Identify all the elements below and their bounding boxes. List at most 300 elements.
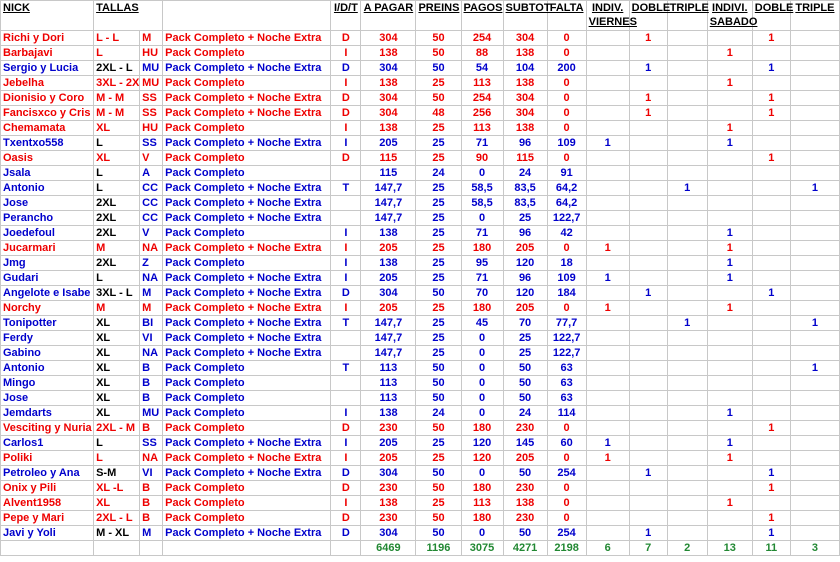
- code-cell[interactable]: SS: [140, 106, 163, 121]
- triple-sabado-cell[interactable]: [790, 376, 839, 391]
- doble-sabado-cell[interactable]: [752, 301, 790, 316]
- pagos-cell[interactable]: 71: [461, 226, 503, 241]
- empty-total-cell[interactable]: [140, 541, 163, 556]
- indiv-sabado-cell[interactable]: 1: [707, 256, 752, 271]
- code-cell[interactable]: NA: [140, 346, 163, 361]
- header-tallas[interactable]: TALLAS: [94, 1, 163, 31]
- triple-viernes-cell[interactable]: [667, 271, 707, 286]
- triple-sabado-cell[interactable]: 1: [790, 316, 839, 331]
- falta-cell[interactable]: 18: [547, 256, 586, 271]
- apagar-cell[interactable]: 304: [361, 526, 416, 541]
- idt-cell[interactable]: [331, 196, 361, 211]
- indiv-sabado-cell[interactable]: 1: [707, 226, 752, 241]
- subtot-cell[interactable]: 96: [503, 136, 547, 151]
- indiv-viernes-cell[interactable]: [586, 421, 629, 436]
- talla-cell[interactable]: 3XL - L: [94, 286, 140, 301]
- doble-viernes-cell[interactable]: [629, 406, 667, 421]
- pagos-cell[interactable]: 254: [461, 91, 503, 106]
- indiv-viernes-cell[interactable]: 1: [586, 301, 629, 316]
- talla-cell[interactable]: XL: [94, 406, 140, 421]
- falta-cell[interactable]: 91: [547, 166, 586, 181]
- nick-cell[interactable]: Perancho: [1, 211, 94, 226]
- triple-viernes-cell[interactable]: [667, 151, 707, 166]
- indiv-viernes-cell[interactable]: [586, 166, 629, 181]
- triple-viernes-cell[interactable]: 1: [667, 316, 707, 331]
- idt-cell[interactable]: I: [331, 256, 361, 271]
- triple-sabado-cell[interactable]: [790, 436, 839, 451]
- falta-cell[interactable]: 0: [547, 451, 586, 466]
- indiv-viernes-cell[interactable]: [586, 76, 629, 91]
- falta-cell[interactable]: 0: [547, 241, 586, 256]
- nick-cell[interactable]: Jucarmari: [1, 241, 94, 256]
- indiv-viernes-cell[interactable]: [586, 121, 629, 136]
- doble-viernes-cell[interactable]: 1: [629, 31, 667, 46]
- triple-sabado-cell[interactable]: [790, 286, 839, 301]
- subtot-cell[interactable]: 24: [503, 166, 547, 181]
- indiv-sabado-cell[interactable]: [707, 166, 752, 181]
- subtot-cell[interactable]: 83,5: [503, 196, 547, 211]
- indiv-viernes-cell[interactable]: [586, 511, 629, 526]
- doble-viernes-cell[interactable]: [629, 241, 667, 256]
- pack-cell[interactable]: Pack Completo + Noche Extra: [163, 31, 331, 46]
- doble-sabado-cell[interactable]: [752, 391, 790, 406]
- doble-sabado-cell[interactable]: [752, 241, 790, 256]
- doble-viernes-cell[interactable]: [629, 76, 667, 91]
- triple-sabado-cell[interactable]: [790, 271, 839, 286]
- pack-cell[interactable]: Pack Completo + Noche Extra: [163, 451, 331, 466]
- falta-cell[interactable]: 254: [547, 466, 586, 481]
- idt-cell[interactable]: D: [331, 511, 361, 526]
- idt-cell[interactable]: D: [331, 421, 361, 436]
- apagar-cell[interactable]: 304: [361, 31, 416, 46]
- nick-cell[interactable]: Barbajavi: [1, 46, 94, 61]
- subtot-cell[interactable]: 50: [503, 466, 547, 481]
- pagos-cell[interactable]: 70: [461, 286, 503, 301]
- pagos-cell[interactable]: 0: [461, 211, 503, 226]
- nick-cell[interactable]: Carlos1: [1, 436, 94, 451]
- apagar-cell[interactable]: 147,7: [361, 346, 416, 361]
- indiv-viernes-cell[interactable]: [586, 316, 629, 331]
- preins-cell[interactable]: 25: [416, 331, 461, 346]
- triple-sabado-cell[interactable]: [790, 31, 839, 46]
- preins-cell[interactable]: 50: [416, 376, 461, 391]
- idt-cell[interactable]: I: [331, 496, 361, 511]
- idt-cell[interactable]: T: [331, 181, 361, 196]
- indiv-sabado-cell[interactable]: [707, 106, 752, 121]
- nick-cell[interactable]: Tonipotter: [1, 316, 94, 331]
- code-cell[interactable]: B: [140, 421, 163, 436]
- indiv-viernes-cell[interactable]: [586, 196, 629, 211]
- idt-cell[interactable]: D: [331, 31, 361, 46]
- triple-sabado-cell[interactable]: [790, 46, 839, 61]
- pagos-cell[interactable]: 0: [461, 406, 503, 421]
- apagar-cell[interactable]: 230: [361, 511, 416, 526]
- falta-cell[interactable]: 0: [547, 481, 586, 496]
- doble-sabado-cell[interactable]: [752, 451, 790, 466]
- apagar-cell[interactable]: 147,7: [361, 196, 416, 211]
- pack-cell[interactable]: Pack Completo: [163, 166, 331, 181]
- triple-viernes-cell[interactable]: [667, 226, 707, 241]
- preins-cell[interactable]: 25: [416, 271, 461, 286]
- indiv-viernes-cell[interactable]: [586, 211, 629, 226]
- indiv-sabado-cell[interactable]: [707, 286, 752, 301]
- nick-cell[interactable]: Dionisio y Coro: [1, 91, 94, 106]
- pack-cell[interactable]: Pack Completo: [163, 256, 331, 271]
- subtot-cell[interactable]: 230: [503, 481, 547, 496]
- apagar-cell[interactable]: 138: [361, 496, 416, 511]
- doble-sabado-cell[interactable]: [752, 181, 790, 196]
- preins-cell[interactable]: 25: [416, 181, 461, 196]
- code-cell[interactable]: V: [140, 226, 163, 241]
- idt-cell[interactable]: D: [331, 151, 361, 166]
- pagos-cell[interactable]: 0: [461, 331, 503, 346]
- falta-cell[interactable]: 184: [547, 286, 586, 301]
- apagar-cell[interactable]: 205: [361, 436, 416, 451]
- doble-sabado-cell[interactable]: [752, 166, 790, 181]
- code-cell[interactable]: HU: [140, 46, 163, 61]
- triple-sabado-cell[interactable]: 1: [790, 181, 839, 196]
- preins-cell[interactable]: 50: [416, 526, 461, 541]
- indiv-sabado-cell[interactable]: [707, 511, 752, 526]
- triple-sabado-cell[interactable]: [790, 121, 839, 136]
- header-triple-sabado[interactable]: TRIPLE: [790, 1, 839, 31]
- pagos-cell[interactable]: 256: [461, 106, 503, 121]
- doble-sabado-cell[interactable]: [752, 331, 790, 346]
- idt-cell[interactable]: [331, 376, 361, 391]
- code-cell[interactable]: B: [140, 481, 163, 496]
- nick-cell[interactable]: Txentxo558: [1, 136, 94, 151]
- indiv-viernes-cell[interactable]: [586, 481, 629, 496]
- falta-cell[interactable]: 0: [547, 121, 586, 136]
- header-falta[interactable]: FALTA: [547, 1, 586, 31]
- empty-total-cell[interactable]: [1, 541, 94, 556]
- header-apagar[interactable]: A PAGAR: [361, 1, 416, 31]
- triple-viernes-cell[interactable]: [667, 391, 707, 406]
- falta-cell[interactable]: 0: [547, 496, 586, 511]
- indiv-viernes-cell[interactable]: [586, 466, 629, 481]
- talla-cell[interactable]: 2XL: [94, 256, 140, 271]
- doble-viernes-cell[interactable]: [629, 226, 667, 241]
- apagar-cell[interactable]: 138: [361, 46, 416, 61]
- triple-sabado-cell[interactable]: [790, 76, 839, 91]
- talla-cell[interactable]: XL: [94, 346, 140, 361]
- indiv-sabado-cell[interactable]: 1: [707, 121, 752, 136]
- indiv-viernes-cell[interactable]: [586, 496, 629, 511]
- triple-sabado-cell[interactable]: [790, 241, 839, 256]
- talla-cell[interactable]: 2XL: [94, 196, 140, 211]
- pagos-cell[interactable]: 88: [461, 46, 503, 61]
- talla-cell[interactable]: XL: [94, 316, 140, 331]
- pack-cell[interactable]: Pack Completo: [163, 226, 331, 241]
- falta-cell[interactable]: 0: [547, 91, 586, 106]
- idt-cell[interactable]: I: [331, 406, 361, 421]
- triple-viernes-cell[interactable]: [667, 196, 707, 211]
- pagos-cell[interactable]: 0: [461, 361, 503, 376]
- falta-cell[interactable]: 0: [547, 76, 586, 91]
- idt-cell[interactable]: D: [331, 481, 361, 496]
- subtot-cell[interactable]: 96: [503, 271, 547, 286]
- pagos-cell[interactable]: 0: [461, 166, 503, 181]
- indiv-viernes-cell[interactable]: [586, 391, 629, 406]
- talla-cell[interactable]: M: [94, 301, 140, 316]
- pack-cell[interactable]: Pack Completo: [163, 376, 331, 391]
- falta-cell[interactable]: 200: [547, 61, 586, 76]
- pagos-cell[interactable]: 0: [461, 391, 503, 406]
- indiv-viernes-cell[interactable]: [586, 91, 629, 106]
- triple-viernes-cell[interactable]: [667, 61, 707, 76]
- indiv-sabado-cell[interactable]: 1: [707, 271, 752, 286]
- code-cell[interactable]: SS: [140, 436, 163, 451]
- pagos-cell[interactable]: 113: [461, 76, 503, 91]
- apagar-cell[interactable]: 138: [361, 76, 416, 91]
- nick-cell[interactable]: Ferdy: [1, 331, 94, 346]
- talla-cell[interactable]: XL: [94, 151, 140, 166]
- apagar-cell[interactable]: 138: [361, 406, 416, 421]
- triple-sabado-cell[interactable]: [790, 346, 839, 361]
- indiv-sabado-cell[interactable]: [707, 196, 752, 211]
- apagar-cell[interactable]: 138: [361, 121, 416, 136]
- doble-sabado-cell[interactable]: [752, 361, 790, 376]
- pack-cell[interactable]: Pack Completo: [163, 361, 331, 376]
- preins-cell[interactable]: 50: [416, 46, 461, 61]
- triple-viernes-cell[interactable]: [667, 511, 707, 526]
- pagos-cell[interactable]: 0: [461, 346, 503, 361]
- triple-viernes-cell[interactable]: [667, 436, 707, 451]
- indiv-sabado-cell[interactable]: [707, 346, 752, 361]
- doble-viernes-cell[interactable]: [629, 181, 667, 196]
- pack-cell[interactable]: Pack Completo + Noche Extra: [163, 181, 331, 196]
- header-pagos[interactable]: PAGOS: [461, 1, 503, 31]
- total-ts-cell[interactable]: 3: [790, 541, 839, 556]
- triple-viernes-cell[interactable]: [667, 256, 707, 271]
- empty-total-cell[interactable]: [331, 541, 361, 556]
- triple-sabado-cell[interactable]: [790, 391, 839, 406]
- code-cell[interactable]: NA: [140, 451, 163, 466]
- preins-cell[interactable]: 25: [416, 316, 461, 331]
- indiv-viernes-cell[interactable]: [586, 376, 629, 391]
- code-cell[interactable]: CC: [140, 196, 163, 211]
- indiv-sabado-cell[interactable]: 1: [707, 301, 752, 316]
- indiv-sabado-cell[interactable]: 1: [707, 451, 752, 466]
- code-cell[interactable]: CC: [140, 181, 163, 196]
- doble-viernes-cell[interactable]: [629, 481, 667, 496]
- apagar-cell[interactable]: 205: [361, 451, 416, 466]
- triple-sabado-cell[interactable]: [790, 196, 839, 211]
- triple-viernes-cell[interactable]: [667, 361, 707, 376]
- nick-cell[interactable]: Jsala: [1, 166, 94, 181]
- falta-cell[interactable]: 0: [547, 106, 586, 121]
- triple-viernes-cell[interactable]: [667, 301, 707, 316]
- preins-cell[interactable]: 50: [416, 421, 461, 436]
- nick-cell[interactable]: Gabino: [1, 346, 94, 361]
- idt-cell[interactable]: I: [331, 121, 361, 136]
- pack-cell[interactable]: Pack Completo + Noche Extra: [163, 316, 331, 331]
- doble-sabado-cell[interactable]: [752, 436, 790, 451]
- code-cell[interactable]: MU: [140, 406, 163, 421]
- idt-cell[interactable]: [331, 331, 361, 346]
- code-cell[interactable]: VI: [140, 331, 163, 346]
- triple-viernes-cell[interactable]: [667, 106, 707, 121]
- triple-sabado-cell[interactable]: [790, 136, 839, 151]
- doble-sabado-cell[interactable]: 1: [752, 481, 790, 496]
- apagar-cell[interactable]: 205: [361, 271, 416, 286]
- subtot-cell[interactable]: 50: [503, 526, 547, 541]
- code-cell[interactable]: V: [140, 151, 163, 166]
- triple-sabado-cell[interactable]: 1: [790, 361, 839, 376]
- code-cell[interactable]: B: [140, 361, 163, 376]
- preins-cell[interactable]: 50: [416, 511, 461, 526]
- header-doble-sabado[interactable]: DOBLE: [752, 1, 790, 31]
- falta-cell[interactable]: 64,2: [547, 196, 586, 211]
- preins-cell[interactable]: 25: [416, 436, 461, 451]
- triple-viernes-cell[interactable]: [667, 46, 707, 61]
- doble-sabado-cell[interactable]: 1: [752, 91, 790, 106]
- idt-cell[interactable]: I: [331, 136, 361, 151]
- doble-viernes-cell[interactable]: [629, 331, 667, 346]
- nick-cell[interactable]: Petroleo y Ana: [1, 466, 94, 481]
- talla-cell[interactable]: XL: [94, 391, 140, 406]
- pagos-cell[interactable]: 180: [461, 301, 503, 316]
- nick-cell[interactable]: Jose: [1, 196, 94, 211]
- pack-cell[interactable]: Pack Completo + Noche Extra: [163, 241, 331, 256]
- doble-viernes-cell[interactable]: [629, 121, 667, 136]
- preins-cell[interactable]: 25: [416, 451, 461, 466]
- triple-sabado-cell[interactable]: [790, 466, 839, 481]
- nick-cell[interactable]: Norchy: [1, 301, 94, 316]
- indiv-sabado-cell[interactable]: 1: [707, 136, 752, 151]
- pack-cell[interactable]: Pack Completo: [163, 151, 331, 166]
- falta-cell[interactable]: 0: [547, 31, 586, 46]
- pagos-cell[interactable]: 71: [461, 271, 503, 286]
- preins-cell[interactable]: 50: [416, 61, 461, 76]
- indiv-sabado-cell[interactable]: [707, 91, 752, 106]
- doble-sabado-cell[interactable]: [752, 256, 790, 271]
- indiv-viernes-cell[interactable]: 1: [586, 451, 629, 466]
- triple-sabado-cell[interactable]: [790, 226, 839, 241]
- pack-cell[interactable]: Pack Completo + Noche Extra: [163, 196, 331, 211]
- triple-sabado-cell[interactable]: [790, 421, 839, 436]
- preins-cell[interactable]: 50: [416, 391, 461, 406]
- total-preins-cell[interactable]: 1196: [416, 541, 461, 556]
- doble-viernes-cell[interactable]: [629, 271, 667, 286]
- nick-cell[interactable]: Jebelha: [1, 76, 94, 91]
- pagos-cell[interactable]: 45: [461, 316, 503, 331]
- total-apagar-cell[interactable]: 6469: [361, 541, 416, 556]
- pagos-cell[interactable]: 113: [461, 496, 503, 511]
- indiv-viernes-cell[interactable]: [586, 181, 629, 196]
- pack-cell[interactable]: Pack Completo + Noche Extra: [163, 106, 331, 121]
- doble-sabado-cell[interactable]: [752, 316, 790, 331]
- doble-sabado-cell[interactable]: 1: [752, 511, 790, 526]
- idt-cell[interactable]: I: [331, 76, 361, 91]
- idt-cell[interactable]: [331, 211, 361, 226]
- triple-viernes-cell[interactable]: [667, 331, 707, 346]
- preins-cell[interactable]: 50: [416, 481, 461, 496]
- nick-cell[interactable]: Alvent1958: [1, 496, 94, 511]
- subtot-cell[interactable]: 50: [503, 391, 547, 406]
- code-cell[interactable]: B: [140, 391, 163, 406]
- doble-sabado-cell[interactable]: [752, 76, 790, 91]
- triple-viernes-cell[interactable]: [667, 241, 707, 256]
- preins-cell[interactable]: 25: [416, 196, 461, 211]
- apagar-cell[interactable]: 147,7: [361, 211, 416, 226]
- pack-cell[interactable]: Pack Completo + Noche Extra: [163, 286, 331, 301]
- total-subtot-cell[interactable]: 4271: [503, 541, 547, 556]
- apagar-cell[interactable]: 147,7: [361, 331, 416, 346]
- falta-cell[interactable]: 0: [547, 46, 586, 61]
- apagar-cell[interactable]: 113: [361, 376, 416, 391]
- preins-cell[interactable]: 25: [416, 496, 461, 511]
- indiv-sabado-cell[interactable]: [707, 61, 752, 76]
- indiv-sabado-cell[interactable]: [707, 361, 752, 376]
- triple-viernes-cell[interactable]: [667, 481, 707, 496]
- doble-viernes-cell[interactable]: [629, 46, 667, 61]
- falta-cell[interactable]: 0: [547, 151, 586, 166]
- indiv-viernes-cell[interactable]: [586, 406, 629, 421]
- triple-viernes-cell[interactable]: [667, 526, 707, 541]
- doble-sabado-cell[interactable]: [752, 376, 790, 391]
- apagar-cell[interactable]: 230: [361, 421, 416, 436]
- pack-cell[interactable]: Pack Completo: [163, 46, 331, 61]
- subtot-cell[interactable]: 138: [503, 46, 547, 61]
- header-indiv-viernes[interactable]: [586, 1, 637, 31]
- triple-sabado-cell[interactable]: [790, 511, 839, 526]
- indiv-sabado-cell[interactable]: [707, 331, 752, 346]
- doble-viernes-cell[interactable]: [629, 376, 667, 391]
- apagar-cell[interactable]: 205: [361, 301, 416, 316]
- talla-cell[interactable]: 2XL - L: [94, 61, 140, 76]
- indiv-sabado-cell[interactable]: [707, 316, 752, 331]
- doble-viernes-cell[interactable]: [629, 196, 667, 211]
- doble-viernes-cell[interactable]: [629, 346, 667, 361]
- nick-cell[interactable]: Poliki: [1, 451, 94, 466]
- talla-cell[interactable]: XL: [94, 331, 140, 346]
- total-dv-cell[interactable]: 7: [629, 541, 667, 556]
- pagos-cell[interactable]: 180: [461, 511, 503, 526]
- falta-cell[interactable]: 42: [547, 226, 586, 241]
- doble-viernes-cell[interactable]: [629, 361, 667, 376]
- falta-cell[interactable]: 0: [547, 421, 586, 436]
- indiv-viernes-cell[interactable]: 1: [586, 436, 629, 451]
- talla-cell[interactable]: S-M: [94, 466, 140, 481]
- talla-cell[interactable]: XL: [94, 496, 140, 511]
- subtot-cell[interactable]: 25: [503, 346, 547, 361]
- falta-cell[interactable]: 114: [547, 406, 586, 421]
- pagos-cell[interactable]: 120: [461, 436, 503, 451]
- triple-sabado-cell[interactable]: [790, 301, 839, 316]
- subtot-cell[interactable]: 304: [503, 31, 547, 46]
- doble-sabado-cell[interactable]: 1: [752, 151, 790, 166]
- indiv-viernes-cell[interactable]: 1: [586, 271, 629, 286]
- pack-cell[interactable]: Pack Completo + Noche Extra: [163, 301, 331, 316]
- nick-cell[interactable]: Gudari: [1, 271, 94, 286]
- idt-cell[interactable]: I: [331, 46, 361, 61]
- doble-sabado-cell[interactable]: [752, 226, 790, 241]
- preins-cell[interactable]: 25: [416, 211, 461, 226]
- falta-cell[interactable]: 63: [547, 391, 586, 406]
- pagos-cell[interactable]: 180: [461, 241, 503, 256]
- doble-viernes-cell[interactable]: [629, 256, 667, 271]
- talla-cell[interactable]: L - L: [94, 31, 140, 46]
- code-cell[interactable]: MU: [140, 76, 163, 91]
- doble-viernes-cell[interactable]: [629, 451, 667, 466]
- doble-viernes-cell[interactable]: [629, 391, 667, 406]
- falta-cell[interactable]: 63: [547, 361, 586, 376]
- nick-cell[interactable]: Javi y Yoli: [1, 526, 94, 541]
- code-cell[interactable]: M: [140, 31, 163, 46]
- pagos-cell[interactable]: 120: [461, 451, 503, 466]
- doble-viernes-cell[interactable]: 1: [629, 526, 667, 541]
